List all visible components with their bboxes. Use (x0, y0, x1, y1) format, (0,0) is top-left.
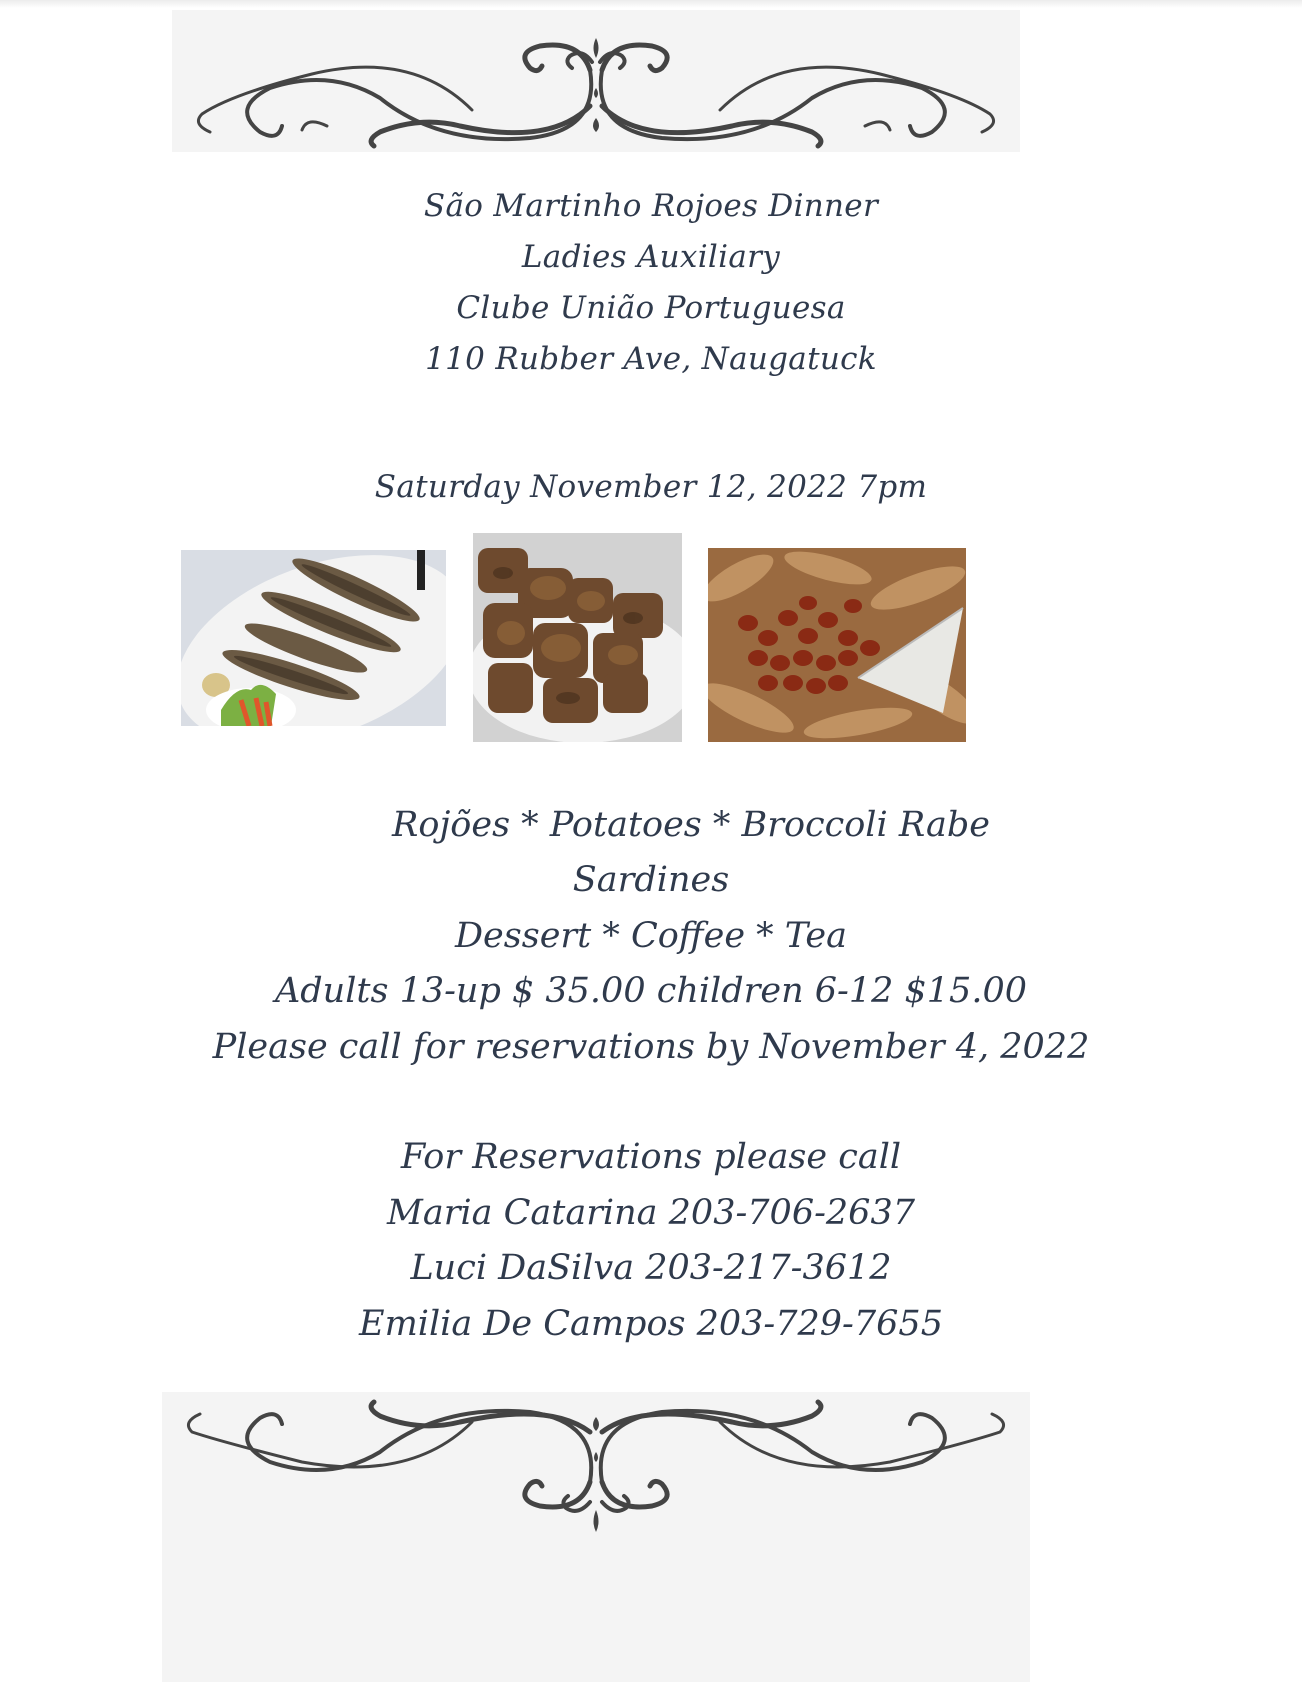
event-title: São Martinho Rojoes Dinner (423, 188, 879, 224)
bottom-ornament-banner (162, 1392, 1030, 1682)
pricing-line: Adults 13-up $ 35.00 children 6-12 $15.00 (275, 971, 1027, 1011)
roasted-chestnuts-photo (708, 548, 966, 742)
page-top-shadow (0, 0, 1302, 8)
contact-emilia-de-campos: Emilia De Campos 203-729-7655 (359, 1304, 943, 1344)
menu-line-sardines: Sardines (572, 860, 730, 900)
menu-line-dessert: Dessert * Coffee * Tea (455, 916, 847, 956)
contacts-heading: For Reservations please call (400, 1137, 902, 1177)
reservation-deadline: Please call for reservations by November 4, 2022 (212, 1027, 1090, 1067)
venue-address: 110 Rubber Ave, Naugatuck (425, 341, 877, 377)
top-ornament-banner (172, 10, 1020, 152)
event-date-time: Saturday November 12, 2022 7pm (374, 469, 928, 505)
organizer-name: Ladies Auxiliary (521, 239, 781, 275)
grilled-sardines-photo (181, 550, 446, 726)
menu-line-main-courses: Rojões * Potatoes * Broccoli Rabe (392, 805, 990, 845)
flourish-ornament-icon (162, 1392, 1030, 1682)
flourish-ornament-icon (172, 10, 1020, 152)
contact-maria-catarina: Maria Catarina 203-706-2637 (387, 1193, 915, 1233)
venue-name: Clube União Portuguesa (456, 290, 846, 326)
contact-luci-dasilva: Luci DaSilva 203-217-3612 (410, 1248, 892, 1288)
rojoes-pork-photo (473, 533, 682, 742)
